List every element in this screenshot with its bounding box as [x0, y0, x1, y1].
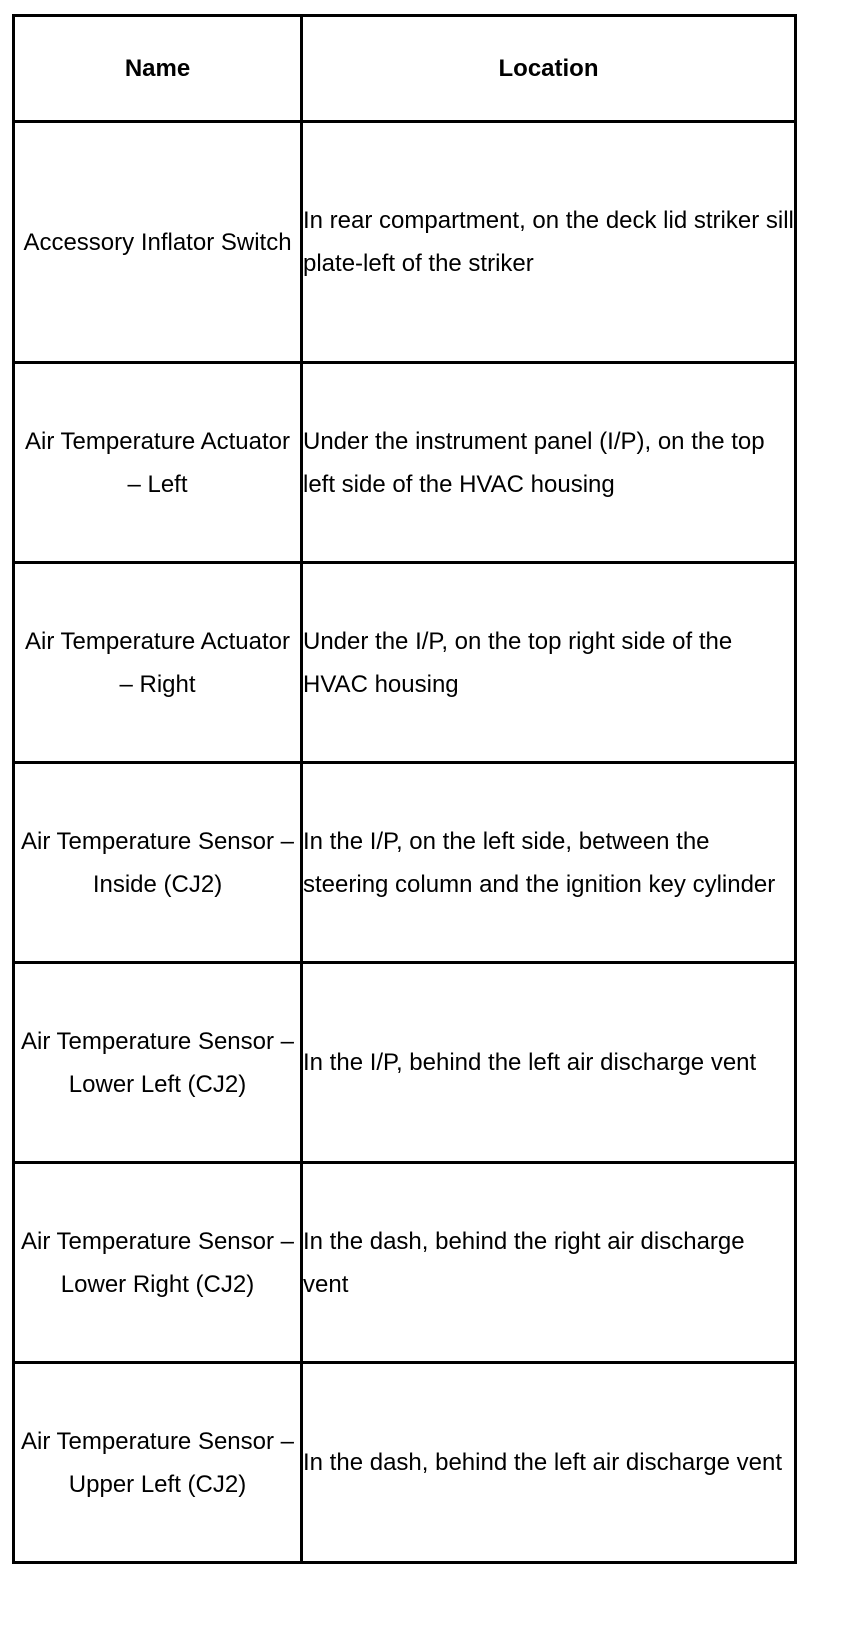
- name-cell: [14, 563, 302, 763]
- location-column-header: Location: [302, 16, 796, 122]
- location-cell: [302, 1163, 796, 1363]
- table-header: [14, 16, 796, 122]
- component-location: In the dash, behind the right air discharge vent: [303, 1227, 745, 1298]
- component-location: In the I/P, on the left side, between the steering column and the ignition key cylinder: [303, 827, 776, 898]
- name-column-header: Name: [14, 16, 302, 122]
- component-name: Air Temperature Actuator – Left: [24, 427, 291, 498]
- table-row: [14, 1363, 796, 1563]
- name-cell: [14, 763, 302, 963]
- table-row: [14, 763, 796, 963]
- name-cell: [14, 363, 302, 563]
- table-row: [14, 363, 796, 563]
- table-row: [14, 1163, 796, 1363]
- component-name: Air Temperature Actuator – Right: [24, 627, 291, 698]
- component-name: Accessory Inflator Switch: [23, 228, 292, 256]
- location-cell: [302, 1363, 796, 1563]
- location-cell: [302, 563, 796, 763]
- component-location: In rear compartment, on the deck lid striker sill plate-left of the striker: [303, 207, 794, 277]
- component-name: Air Temperature Sensor – Inside (CJ2): [20, 827, 295, 898]
- location-cell: [302, 363, 796, 563]
- table-row: [14, 563, 796, 763]
- component-name: Air Temperature Sensor – Lower Right (CJ2): [20, 1227, 295, 1298]
- component-location-table: [12, 14, 797, 1564]
- location-cell: [302, 763, 796, 963]
- name-cell: [14, 963, 302, 1163]
- name-cell: [14, 122, 302, 363]
- component-location: In the I/P, behind the left air discharge vent: [303, 1049, 757, 1076]
- name-cell: [14, 1363, 302, 1563]
- table-body: [14, 122, 796, 1563]
- component-location: Under the instrument panel (I/P), on the top left side of the HVAC housing: [303, 427, 765, 498]
- name-cell: [14, 1163, 302, 1363]
- component-name: Air Temperature Sensor – Lower Left (CJ2): [20, 1027, 295, 1098]
- table-row: [14, 963, 796, 1163]
- location-cell: [302, 963, 796, 1163]
- table-row: [14, 122, 796, 363]
- component-location: Under the I/P, on the top right side of the HVAC housing: [303, 627, 733, 698]
- component-location: In the dash, behind the left air discharge vent: [303, 1449, 782, 1476]
- header-row: [14, 16, 796, 122]
- location-cell: [302, 122, 796, 363]
- component-name: Air Temperature Sensor – Upper Left (CJ2): [20, 1427, 295, 1498]
